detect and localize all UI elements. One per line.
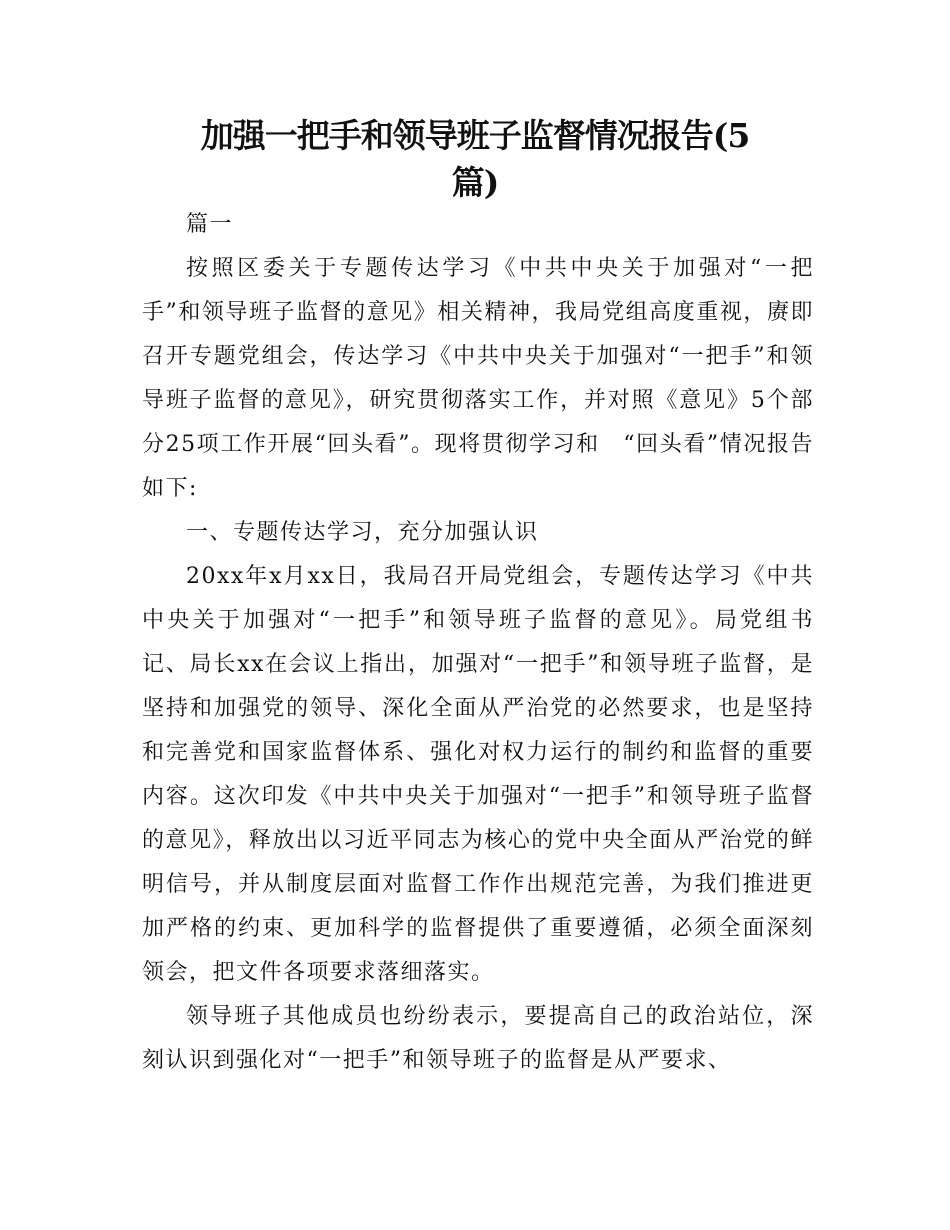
body-paragraph: 领导班子其他成员也纷纷表示，要提高自己的政治站位，深刻认识到强化对“一把手”和领导班子的监督是从严要求、 [142, 1004, 814, 1073]
title-line-1: 加强一把手和领导班子监督情况报告(5 [200, 116, 750, 155]
section-label: 篇一 [186, 212, 234, 237]
title-line-2: 篇) [451, 163, 499, 202]
intro-paragraph: 按照区委关于专题传达学习《中共中央关于加强对“一把手”和领导班子监督的意见》相关精神，我局党组高度重视，赓即召开专题党组会，传达学习《中共中央关于加强对“一把手”和领导班子监督的意见》，研究贯彻落实工作，并对照《意见》5个部分25项工作开展“回头看”。现将贯彻学习和 “回头看”情况报告如下: [142, 256, 814, 501]
document-body [142, 203, 814, 1083]
document-title [140, 112, 810, 206]
section-heading: 一、专题传达学习，充分加强认识 [186, 520, 539, 545]
body-paragraph: 20xx年x月xx日，我局召开局党组会，专题传达学习《中共中央关于加强对“一把手”和领导班子监督的意见》。局党组书记、局长xx在会议上指出，加强对“一把手”和领导班子监督，是坚持和加强党的领导、深化全面从严治党的必然要求，也是坚持和完善党和国家监督体系、强化对权力运行的制约和监督的重要内容。这次印发《中共中央关于加强对“一把手”和领导班子监督的意见》，释放出以习近平同志为核心的党中央全面从严治党的鲜明信号，并从制度层面对监督工作作出规范完善，为我们推进更加严格的约束、更加科学的监督提供了重要遵循，必须全面深刻领会，把文件各项要求落细落实。 [142, 564, 814, 985]
